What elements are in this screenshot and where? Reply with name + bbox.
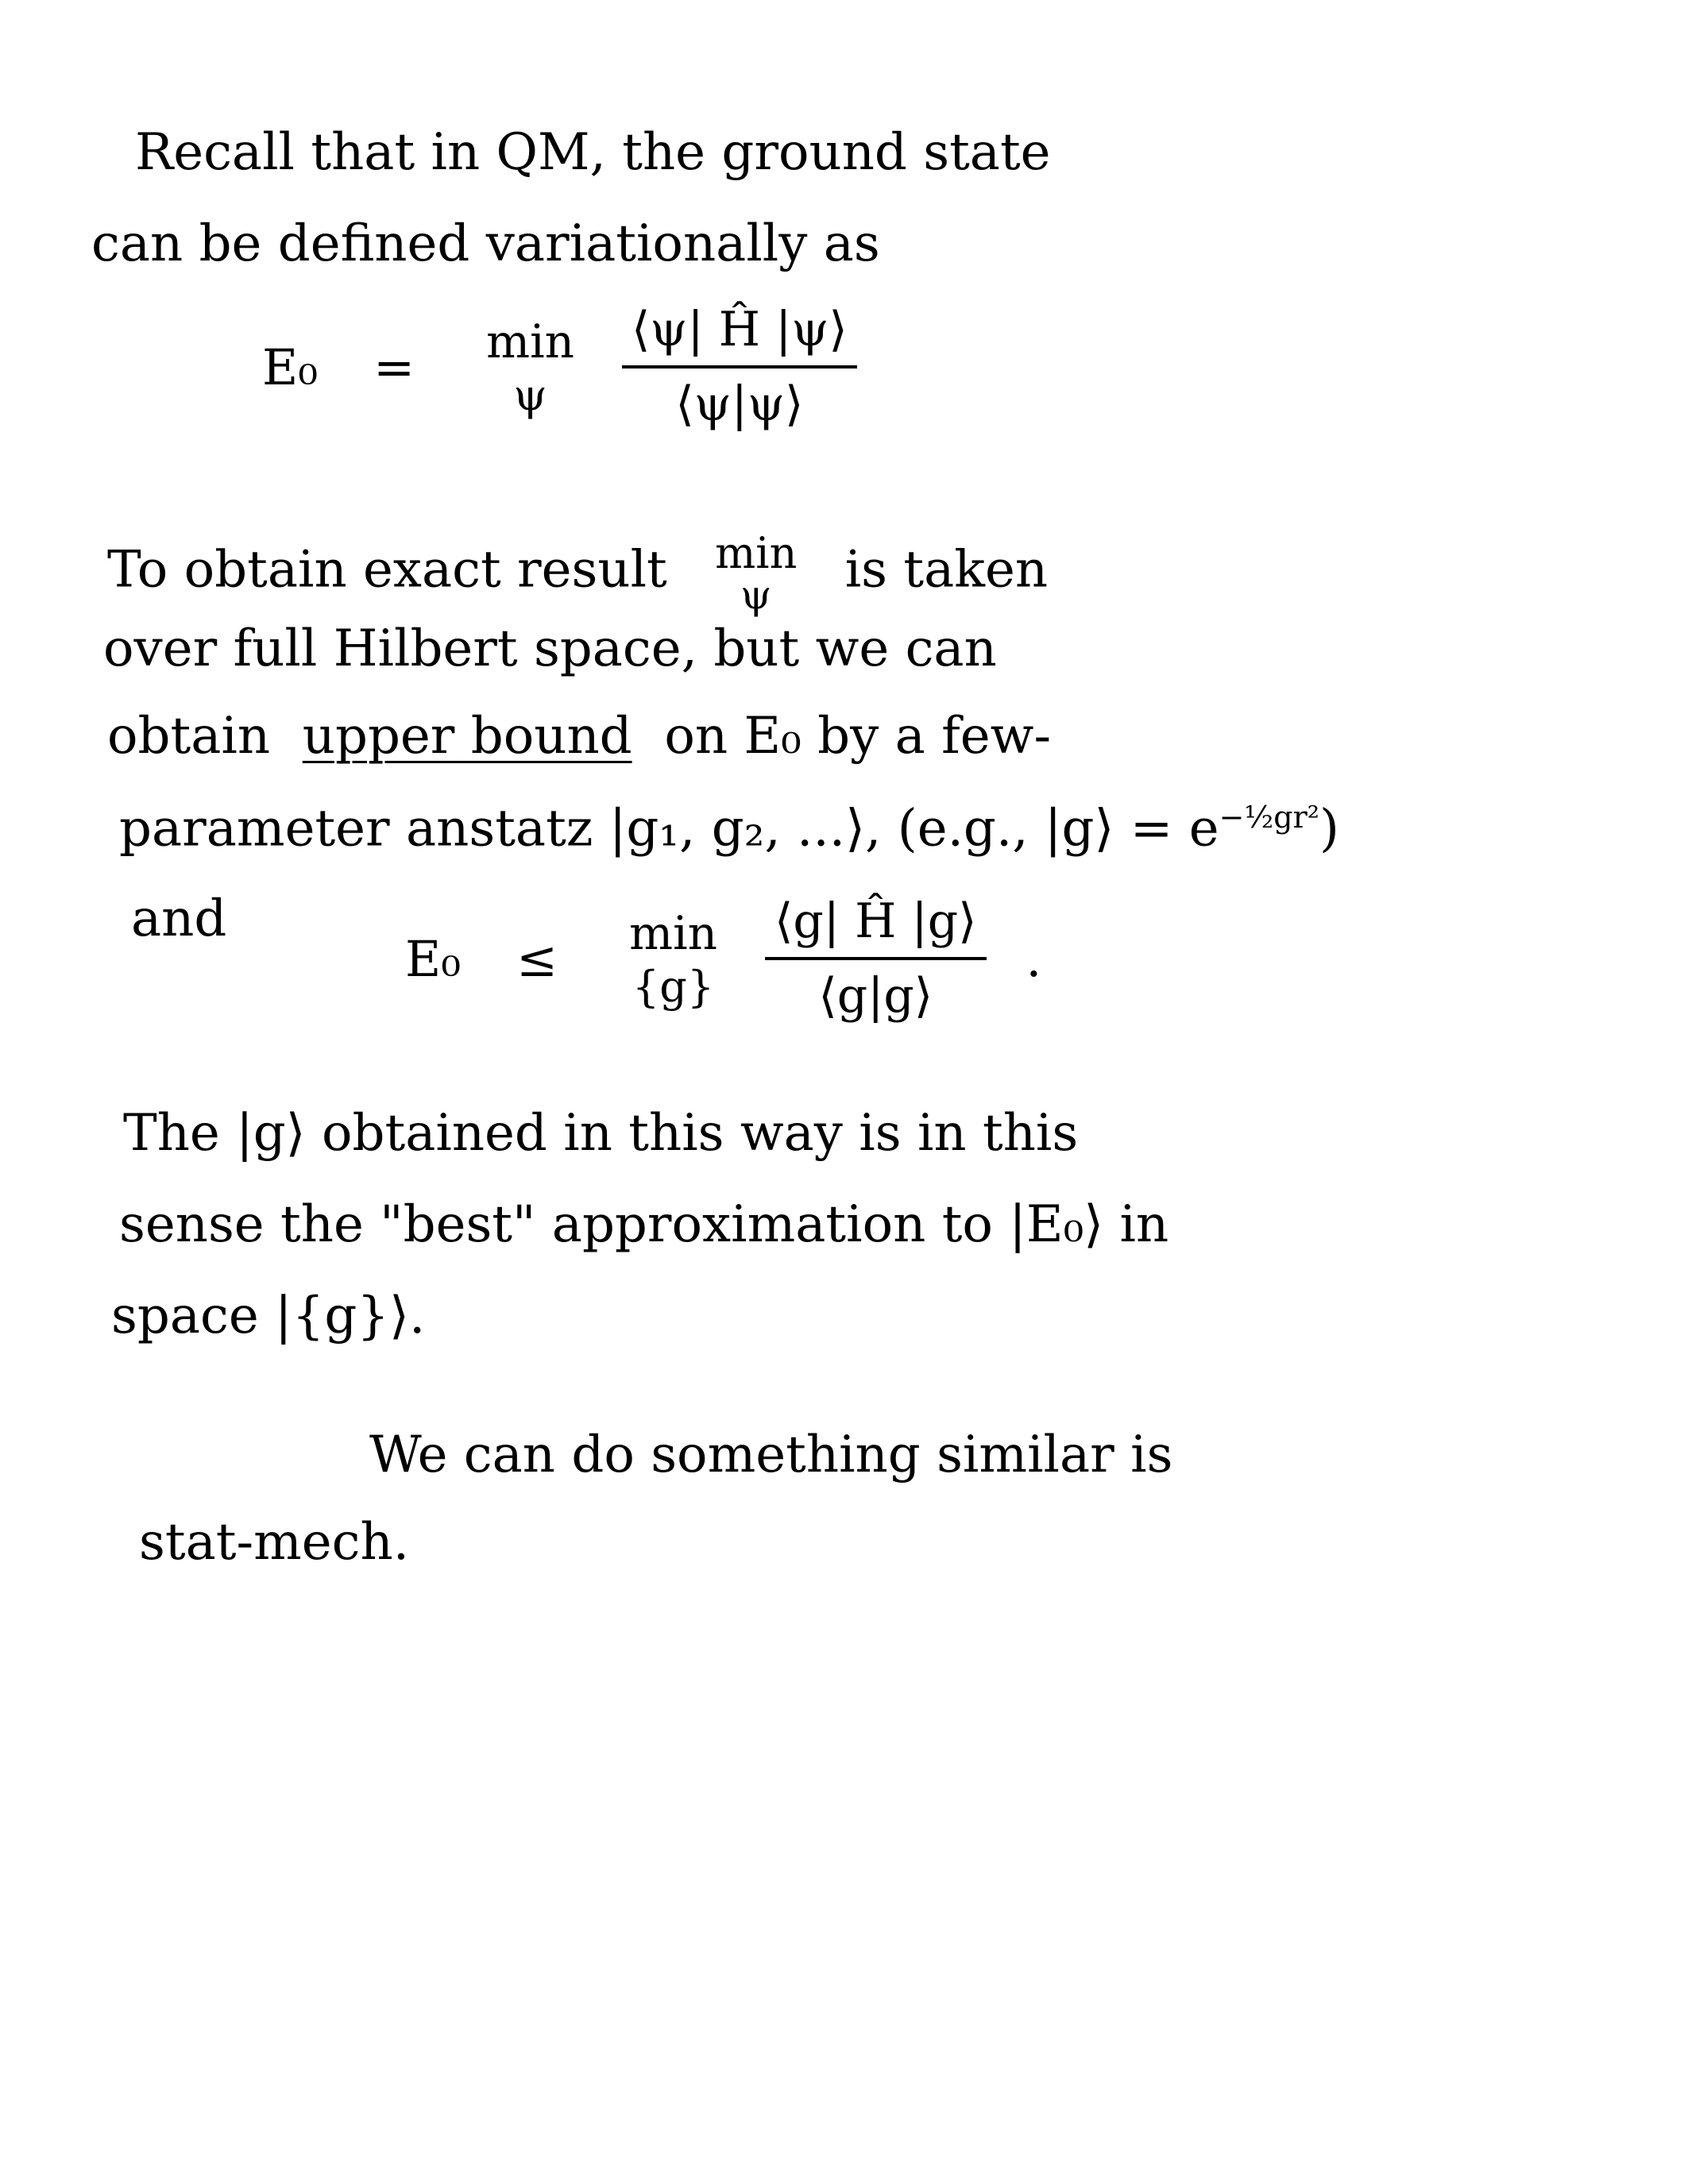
text-line <box>107 528 1049 618</box>
fraction <box>765 893 987 1024</box>
variational-equation <box>262 302 857 432</box>
min-subscript: ψ <box>740 572 772 618</box>
text-line: space |{g}⟩. <box>111 1287 426 1345</box>
text-line: over full Hilbert space, but we can <box>103 619 997 678</box>
text-line <box>119 799 1339 859</box>
fraction-numerator: ⟨ψ| Ĥ |ψ⟩ <box>622 302 857 369</box>
fraction-numerator: ⟨g| Ĥ |g⟩ <box>765 893 987 960</box>
min-subscript: ψ <box>513 369 547 420</box>
text-line: Recall that in QM, the ground state <box>135 123 1051 182</box>
equation-relation: ≤ <box>516 929 558 988</box>
text-span: obtain <box>107 707 271 766</box>
text-line: sense the "best" approximation to |E₀⟩ in <box>119 1195 1169 1254</box>
text-span: ) <box>1319 799 1339 859</box>
equation-relation: = <box>373 338 415 396</box>
text-span: To obtain exact result <box>107 540 667 600</box>
fraction-denominator: ⟨g|g⟩ <box>818 968 933 1024</box>
min-label: min <box>629 905 717 960</box>
inline-min-operator <box>715 528 798 618</box>
min-operator <box>629 906 717 1012</box>
text-line: and <box>131 889 227 948</box>
text-span: is taken <box>844 540 1049 600</box>
period: . <box>1026 929 1042 988</box>
exponent: −½gr² <box>1219 800 1319 835</box>
text-line: The |g⟩ obtained in this way is in this <box>123 1104 1079 1163</box>
min-subscript: {g} <box>632 961 715 1012</box>
upper-bound-equation <box>405 893 1041 1024</box>
min-label: min <box>486 314 574 369</box>
text-span: parameter anstatz |g₁, g₂, ...⟩, (e.g., |g⟩ = e <box>119 799 1219 859</box>
fraction-denominator: ⟨ψ|ψ⟩ <box>675 376 804 432</box>
min-label: min <box>715 528 798 578</box>
text-line: can be defined variationally as <box>91 214 880 273</box>
text-line <box>107 707 1052 766</box>
fraction <box>622 302 857 432</box>
text-span: on E₀ by a few- <box>664 707 1052 766</box>
min-operator <box>486 314 574 420</box>
text-line: We can do something similar is <box>369 1426 1173 1484</box>
text-line: stat-mech. <box>139 1513 410 1572</box>
underlined-text: upper bound <box>302 707 632 766</box>
equation-lhs: E₀ <box>405 929 462 988</box>
equation-lhs: E₀ <box>262 338 319 396</box>
